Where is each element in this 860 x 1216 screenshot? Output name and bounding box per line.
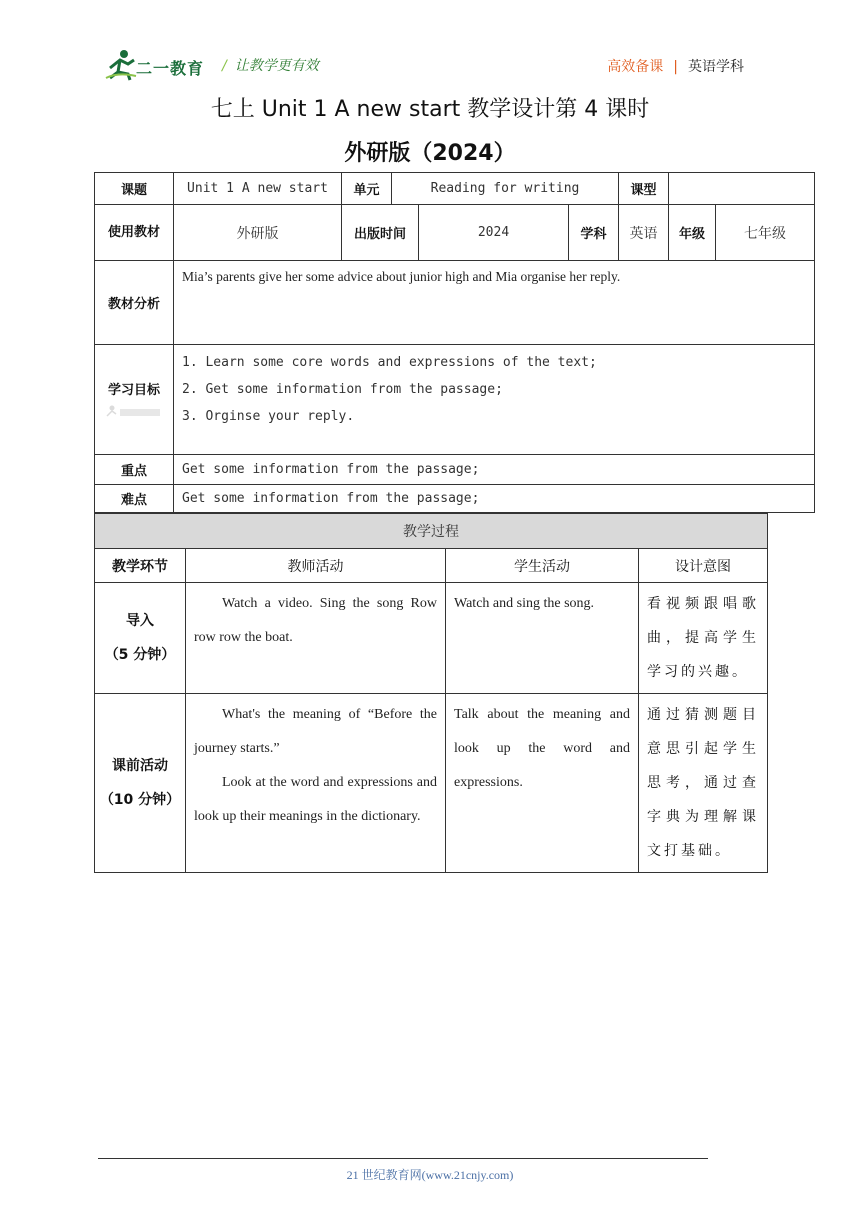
value-subject: 英语 (619, 205, 669, 261)
goal-item: 3. Orginse your reply. (182, 409, 355, 424)
label-unit: 单元 (342, 173, 392, 205)
value-unit: Reading for writing (392, 173, 619, 205)
teacher-activity-text: Watch a video. Sing the song Row row row the boat. (194, 596, 437, 645)
column-header-stage: 教学环节 (95, 549, 186, 583)
header-tag-subject: 英语学科 (688, 59, 744, 75)
design-intent: 通过猜测题目意思引起学生思考，通过查字典为理解课文打基础。 (639, 694, 768, 873)
goal-item: 2. Get some information from the passage; (182, 382, 503, 397)
value-grade: 七年级 (716, 205, 815, 261)
teaching-process-table (94, 513, 768, 873)
column-header-teacher: 教师活动 (186, 549, 446, 583)
teacher-activity-text: What's the meaning of “Before the journey starts.” (194, 707, 437, 756)
stage-time: （5 分钟） (104, 647, 176, 663)
column-header-student: 学生活动 (446, 549, 639, 583)
value-pubtime: 2024 (419, 205, 569, 261)
label-type: 课型 (619, 173, 669, 205)
table-row (95, 694, 768, 873)
label-pubtime: 出版时间 (342, 205, 419, 261)
teacher-activity (186, 694, 446, 873)
goal-item: 1. Learn some core words and expressions of the text; (182, 355, 597, 370)
column-header-intent: 设计意图 (639, 549, 768, 583)
header-separator: | (673, 59, 678, 75)
process-heading: 教学过程 (95, 514, 768, 549)
page-title: 七上 Unit 1 A new start 教学设计第 4 课时 (210, 97, 650, 122)
footer-divider (98, 1158, 708, 1159)
value-type (669, 173, 815, 205)
logo-text: 二一教育 (136, 59, 205, 78)
label-key-point: 重点 (95, 455, 174, 485)
student-activity: Talk about the meaning and look up the word and expressions. (446, 694, 639, 873)
header-tag-efficient: 高效备课 (607, 59, 664, 75)
design-intent: 看视频跟唱歌曲，提高学生学习的兴趣。 (639, 583, 768, 694)
value-topic: Unit 1 A new start (174, 173, 342, 205)
page-subtitle: 外研版（2024） (344, 141, 516, 166)
slogan-text: 让教学更有效 (234, 58, 319, 74)
stage-cell (95, 583, 186, 694)
label-topic: 课题 (95, 173, 174, 205)
page-header (0, 0, 860, 90)
stage-name: 导入 (126, 613, 154, 629)
footer-text: 21 世纪教育网(www.21cnjy.com) (346, 1168, 514, 1182)
stage-cell (95, 694, 186, 873)
value-difficult-point: Get some information from the passage; (174, 485, 815, 513)
teacher-activity-text: Look at the word and expressions and look up their meanings in the dictionary. (194, 775, 437, 824)
value-key-point: Get some information from the passage; (174, 455, 815, 485)
student-activity: Watch and sing the song. (446, 583, 639, 694)
table-row (95, 583, 768, 694)
value-analysis: Mia’s parents give her some advice about junior high and Mia organise her reply. (174, 261, 815, 345)
brand-logo (104, 48, 216, 82)
slash-divider-icon: / (222, 58, 227, 74)
runner-icon (104, 48, 138, 82)
lesson-info-table (94, 172, 815, 513)
stage-name: 课前活动 (112, 758, 168, 774)
teacher-activity (186, 583, 446, 694)
label-analysis: 教材分析 (95, 261, 174, 345)
label-goals: 学习目标 (107, 383, 160, 398)
slogan (222, 55, 319, 75)
header-right (607, 56, 744, 76)
label-grade: 年级 (669, 205, 716, 261)
watermark-logo-icon (106, 404, 162, 420)
label-difficult-point: 难点 (95, 485, 174, 513)
goals-label-cell (95, 345, 174, 455)
label-subject: 学科 (569, 205, 619, 261)
goals-list (174, 345, 815, 455)
value-material: 外研版 (174, 205, 342, 261)
stage-time: （10 分钟） (99, 792, 181, 808)
label-material: 使用教材 (95, 205, 174, 261)
